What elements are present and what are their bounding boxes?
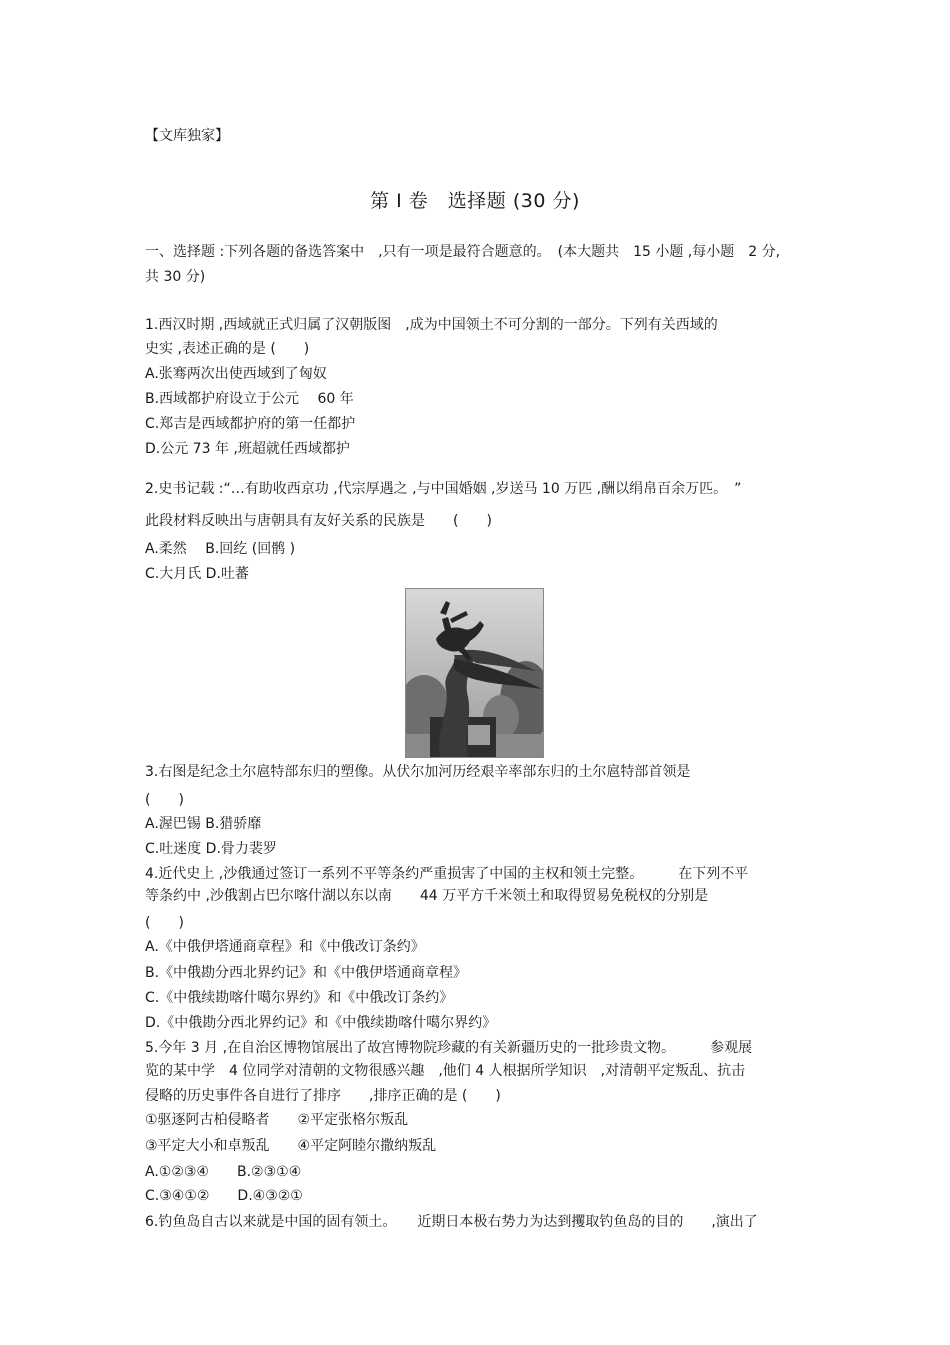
q5-stem-line-2: 览的某中学 4 位同学对清朝的文物很感兴趣 ,他们 4 人根据所学知识 ,对清朝平定叛乱、抗击 [145, 1063, 746, 1079]
statue-image [406, 589, 543, 757]
q4-option-b: B.《中俄勘分西北界约记》和《中俄伊塔通商章程》 [145, 965, 468, 981]
q3-stem-line-2: ( ) [145, 792, 184, 808]
q3-option-ab: A.渥巴锡 B.猎骄靡 [145, 816, 262, 832]
q1-option-c: C.郑吉是西域都护府的第一任都护 [145, 416, 356, 432]
q2-stem-line-1: 2.史书记载 :“…有助收西京功 ,代宗厚遇之 ,与中国婚姻 ,岁送马 10 万匹 ,酬以绢帛百余万匹。 ” [145, 481, 742, 497]
q2-option-cd: C.大月氏 D.吐蕃 [145, 566, 249, 582]
statue-photo [405, 588, 544, 758]
instructions-line-2: 共 30 分) [145, 269, 206, 285]
q4-option-c: C.《中俄续勘喀什噶尔界约》和《中俄改订条约》 [145, 990, 454, 1006]
q6-stem-line-1: 6.钓鱼岛自古以来就是中国的固有领土。 近期日本极右势力为达到攫取钓鱼岛的目的 ,演出了 [145, 1214, 758, 1230]
instructions-line-1: 一、选择题 :下列各题的备选答案中 ,只有一项是最符合题意的。 (本大题共 15 小题 ,每小题 2 分, [145, 244, 781, 260]
q1-stem-line-2: 史实 ,表述正确的是 ( ) [145, 341, 310, 357]
q3-stem-line-1: 3.右图是纪念土尔扈特部东归的塑像。从伏尔加河历经艰辛率部东归的土尔扈特部首领是 [145, 764, 691, 780]
q4-stem-line-1: 4.近代史上 ,沙俄通过签订一系列不平等条约严重损害了中国的主权和领土完整。 在下列不平 [145, 866, 749, 882]
q5-stem-line-3: 侵略的历史事件各自进行了排序 ,排序正确的是 ( ) [145, 1088, 501, 1104]
q5-stem-line-1: 5.今年 3 月 ,在自治区博物馆展出了故宫博物院珍藏的有关新疆历史的一批珍贵文物。 参观展 [145, 1040, 753, 1056]
header-tag: 【文库独家】 [145, 128, 229, 144]
q5-option-cd: C.③④①② D.④③②① [145, 1188, 303, 1204]
q1-option-b: B.西域都护府设立于公元 60 年 [145, 391, 354, 407]
q4-stem-line-3: ( ) [145, 915, 184, 931]
q2-option-ab: A.柔然 B.回纥 (回鹘 ) [145, 541, 296, 557]
q4-option-a: A.《中俄伊塔通商章程》和《中俄改订条约》 [145, 939, 425, 955]
section-title: 第 I 卷 选择题 (30 分) [370, 190, 580, 212]
q5-events-line-2: ③平定大小和卓叛乱 ④平定阿睦尔撒纳叛乱 [145, 1138, 437, 1154]
q5-events-line-1: ①驱逐阿古柏侵略者 ②平定张格尔叛乱 [145, 1112, 409, 1128]
q5-option-ab: A.①②③④ B.②③①④ [145, 1164, 302, 1180]
q4-option-d: D.《中俄勘分西北界约记》和《中俄续勘喀什噶尔界约》 [145, 1015, 497, 1031]
q3-option-cd: C.吐迷度 D.骨力裴罗 [145, 841, 277, 857]
q4-stem-line-2: 等条约中 ,沙俄割占巴尔喀什湖以东以南 44 万平方千米领土和取得贸易免税权的分别是 [145, 888, 709, 904]
q1-option-d: D.公元 73 年 ,班超就任西域都护 [145, 441, 350, 457]
q1-option-a: A.张骞两次出使西域到了匈奴 [145, 366, 327, 382]
q1-stem-line-1: 1.西汉时期 ,西域就正式归属了汉朝版图 ,成为中国领土不可分割的一部分。下列有关西域的 [145, 317, 718, 333]
q2-stem-line-2: 此段材料反映出与唐朝具有友好关系的民族是 ( ) [145, 513, 492, 529]
